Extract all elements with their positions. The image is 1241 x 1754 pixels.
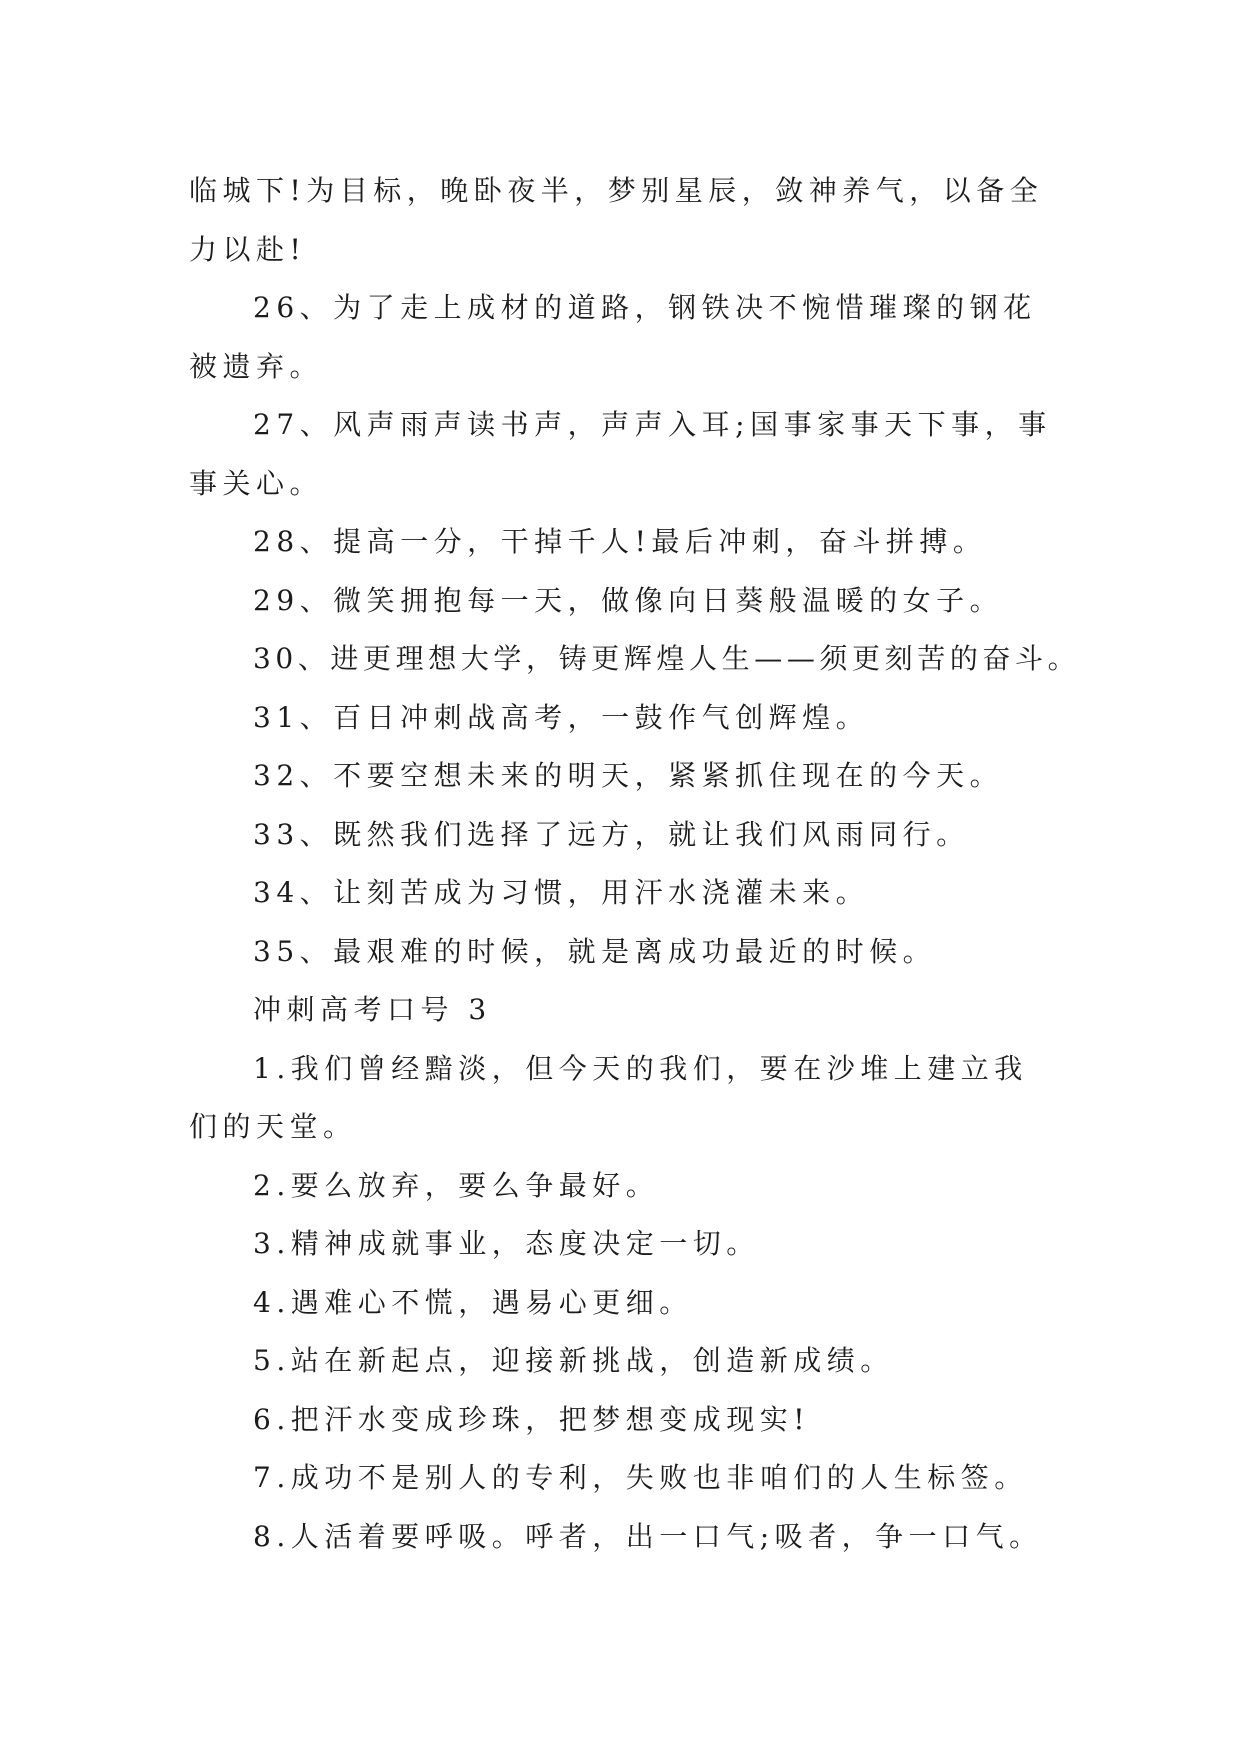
slogan-item-2: 2.要么放弃，要么争最好。 (253, 1168, 660, 1202)
slogan-item-8: 8.人活着要呼吸。呼者，出一口气;吸者，争一口气。 (253, 1519, 1043, 1553)
paragraph-item-27: 27、风声雨声读书声，声声入耳;国事家事天下事，事事关心。 (189, 408, 1052, 500)
paragraph-item-32: 32、不要空想未来的明天，紧紧抓住现在的今天。 (253, 759, 1004, 792)
slogan-item-5: 5.站在新起点，迎接新挑战，创造新成绩。 (253, 1344, 894, 1377)
section-heading: 冲刺高考口号 3 (253, 993, 492, 1026)
paragraph-item-34: 34、让刻苦成为习惯，用汗水浇灌未来。 (253, 876, 870, 909)
slogan-item-4: 4.遇难心不慌，遇易心更细。 (253, 1285, 693, 1319)
paragraph-item-31: 31、百日冲刺战高考，一鼓作气创辉煌。 (253, 700, 870, 734)
slogan-item-1: 1.我们曾经黯淡，但今天的我们，要在沙堆上建立我们的天堂。 (189, 1051, 1028, 1143)
slogan-item-3: 3.精神成就事业，态度决定一切。 (253, 1227, 760, 1260)
paragraph-continuation: 临城下!为目标，晚卧夜半，梦别星辰，敛神养气，以备全力以赴! (189, 174, 1044, 266)
paragraph-item-30: 30、进更理想大学，铸更辉煌人生——须更刻苦的奋斗。 (253, 642, 1081, 675)
paragraph-item-28: 28、提高一分，干掉千人!最后冲刺，奋斗拼搏。 (253, 525, 987, 558)
paragraph-item-35: 35、最艰难的时候，就是离成功最近的时候。 (253, 934, 937, 968)
paragraph-item-33: 33、既然我们选择了远方，就让我们风雨同行。 (253, 817, 970, 851)
paragraph-item-29: 29、微笑拥抱每一天，做像向日葵般温暖的女子。 (253, 583, 1004, 617)
document-body (189, 162, 1081, 1566)
slogan-item-6: 6.把汗水变成珍珠，把梦想变成现实! (253, 1402, 810, 1436)
slogan-item-7: 7.成功不是别人的专利，失败也非咱们的人生标签。 (253, 1461, 1028, 1494)
paragraph-item-26: 26、为了走上成材的道路，钢铁决不惋惜璀璨的钢花被遗弃。 (189, 291, 1037, 383)
